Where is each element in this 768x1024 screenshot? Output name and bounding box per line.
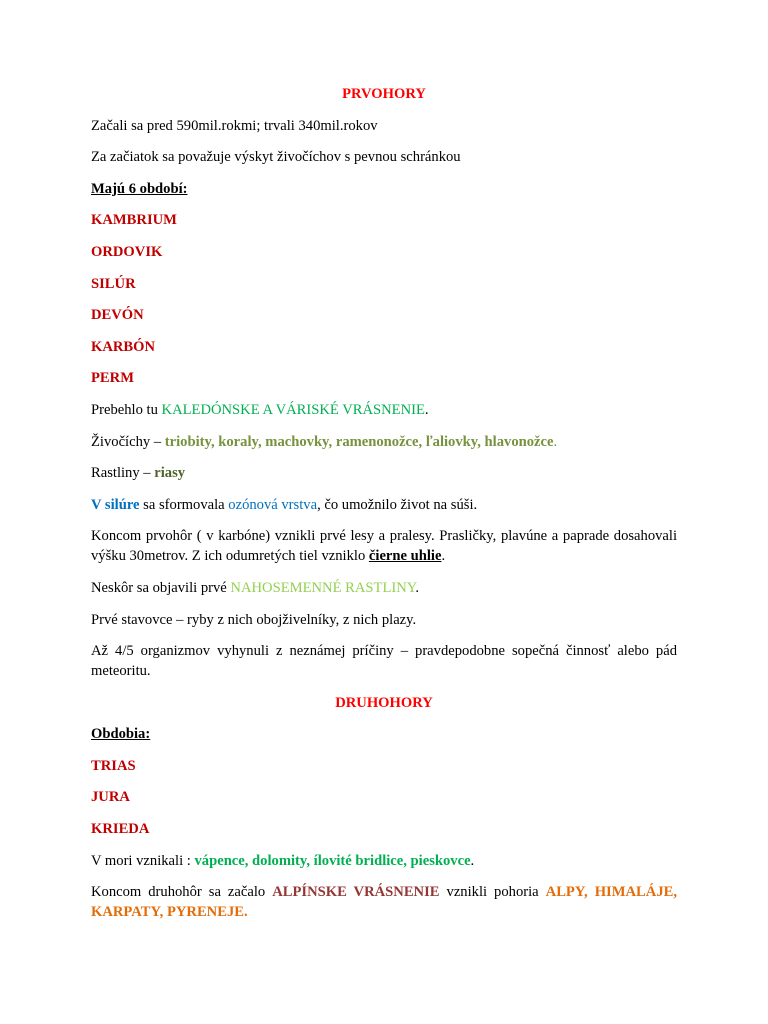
paragraph-coal: Koncom prvohôr ( v karbóne) vznikli prvé lesy a pralesy. Prasličky, plavúne a paprade dosahovali výšku 30metrov. Z ich odumretých tiel vzniklo čierne uhlie. — [91, 528, 677, 565]
paragraph-vertebrates: Prvé stavovce – ryby z nich obojživelníky, z nich plazy. — [91, 611, 417, 628]
period-item: ORDOVIK — [91, 243, 163, 260]
seeds-highlight: NAHOSEMENNÉ RASTLINY — [230, 579, 416, 596]
paragraph-silur: V silúre sa sformovala ozónová vrstva, čo umožnilo život na súši. — [91, 496, 478, 513]
plants-highlight: riasy — [154, 465, 186, 482]
paragraph-sea: V mori vznikali : vápence, dolomity, ílovité bridlice, pieskovce. — [91, 852, 475, 869]
periods2-heading: Obdobia: — [91, 726, 151, 743]
period-item: PERM — [91, 370, 134, 387]
folding-highlight: KALEDÓNSKE A VÁRISKÉ VRÁSNENIE — [161, 401, 425, 418]
period-item: TRIAS — [91, 757, 136, 774]
period-item: DEVÓN — [91, 307, 144, 324]
sea-highlight: vápence, dolomity, ílovité bridlice, pieskovce — [194, 852, 471, 869]
period-item: KARBÓN — [91, 338, 156, 355]
paragraph-animals: Živočíchy – triobity, koraly, machovky, ramenonožce, ľaliovky, hlavonožce. — [91, 433, 558, 450]
section-title-prvohory: PRVOHORY — [342, 86, 426, 102]
paragraph-extinction: Až 4/5 organizmov vyhynuli z neznámej príčiny – pravdepodobne sopečná činnosť alebo pád meteoritu. — [91, 643, 677, 680]
document-page — [91, 84, 677, 934]
paragraph-plants: Rastliny – riasy — [91, 465, 186, 482]
paragraph-seeds: Neskôr sa objavili prvé NAHOSEMENNÉ RASTLINY. — [91, 579, 420, 596]
paragraph-folding: Prebehlo tu KALEDÓNSKE A VÁRISKÉ VRÁSNENIE. — [91, 401, 429, 418]
alpine-folding-highlight: ALPÍNSKE VRÁSNENIE — [272, 884, 440, 901]
period-item: KAMBRIUM — [91, 212, 177, 229]
periods-heading: Majú 6 období: — [91, 180, 188, 197]
mountains-highlight: ALPY, HIMALÁJE, KARPATY, PYRENEJE. — [91, 884, 677, 921]
period-item: SILÚR — [91, 275, 136, 292]
period-item: KRIEDA — [91, 821, 150, 838]
ozone-highlight: ozónová vrstva — [228, 496, 318, 513]
paragraph-alps: Koncom druhohôr sa začalo ALPÍNSKE VRÁSNENIE vznikli pohoria ALPY, HIMALÁJE, KARPATY, PYRENEJE. — [91, 884, 677, 921]
animals-highlight: triobity, koraly, machovky, ramenonožce, ľaliovky, hlavonožce — [164, 433, 554, 450]
paragraph-beginning: Za začiatok sa považuje výskyt živočíchov s pevnou schránkou — [91, 149, 461, 166]
paragraph-start: Začali sa pred 590mil.rokmi; trvali 340mil.rokov — [91, 117, 378, 134]
period-item: JURA — [91, 789, 130, 806]
coal-highlight: čierne uhlie — [368, 548, 442, 565]
section-title-druhohory: DRUHOHORY — [335, 694, 433, 711]
